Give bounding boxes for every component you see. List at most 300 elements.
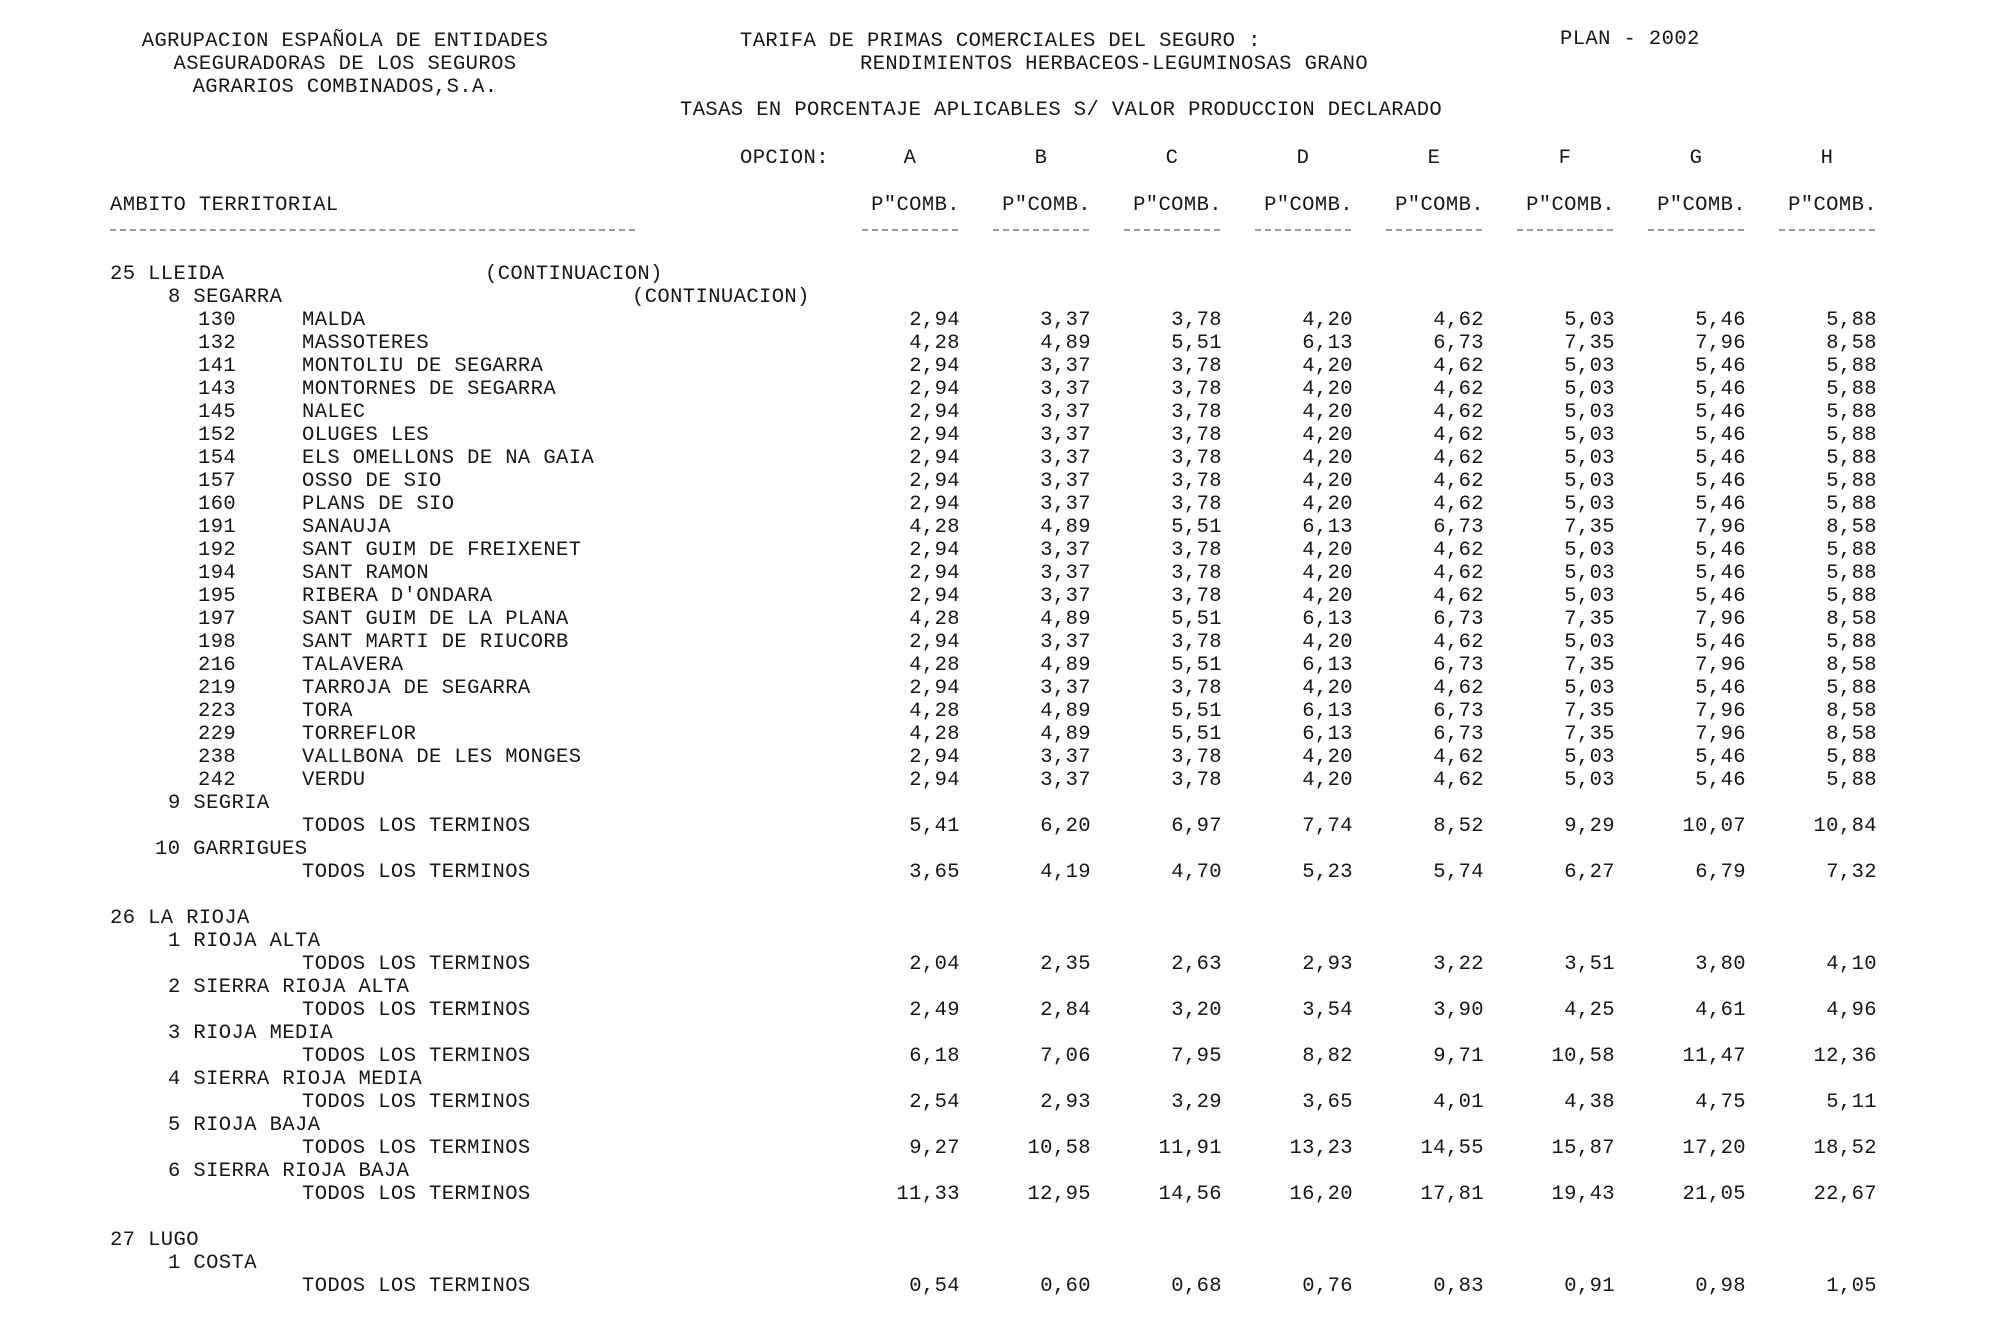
rate-value-d: 6,13 (1302, 723, 1353, 746)
rate-value-b: 12,95 (1027, 1183, 1091, 1206)
rate-value-c: 3,78 (1171, 562, 1222, 585)
column-underline-b (993, 229, 1089, 231)
rate-value-g: 17,20 (1682, 1137, 1746, 1160)
rate-value-d: 4,20 (1302, 539, 1353, 562)
municipality-code: 145 (198, 401, 237, 424)
rate-value-b: 3,37 (1040, 585, 1091, 608)
rate-value-h: 7,32 (1826, 861, 1877, 884)
rate-value-f: 19,43 (1551, 1183, 1615, 1206)
rate-value-c: 5,51 (1171, 332, 1222, 355)
rate-value-c: 14,56 (1158, 1183, 1222, 1206)
province-label: 27 LUGO (110, 1229, 199, 1252)
municipality-code: 160 (198, 493, 237, 516)
rate-value-e: 4,62 (1433, 401, 1484, 424)
municipality-name: TORA (302, 700, 353, 723)
rate-value-h: 8,58 (1826, 608, 1877, 631)
rate-value-g: 5,46 (1695, 447, 1746, 470)
rate-value-d: 6,13 (1302, 700, 1353, 723)
municipality-name: PLANS DE SIO (302, 493, 455, 516)
rate-value-g: 7,96 (1695, 654, 1746, 677)
rate-value-g: 7,96 (1695, 608, 1746, 631)
rate-value-e: 4,62 (1433, 769, 1484, 792)
rate-value-f: 7,35 (1564, 654, 1615, 677)
rate-value-c: 3,78 (1171, 746, 1222, 769)
column-underline-d (1255, 229, 1351, 231)
tariff-title-line-1: TARIFA DE PRIMAS COMERCIALES DEL SEGURO : (740, 30, 1261, 53)
rate-value-h: 5,88 (1826, 424, 1877, 447)
municipality-code: 143 (198, 378, 237, 401)
rate-value-d: 7,74 (1302, 815, 1353, 838)
municipality-code: 216 (198, 654, 237, 677)
municipality-code: 152 (198, 424, 237, 447)
rate-value-e: 0,83 (1433, 1275, 1484, 1298)
option-b: B (1034, 147, 1048, 170)
rate-value-e: 6,73 (1433, 654, 1484, 677)
rate-value-h: 8,58 (1826, 654, 1877, 677)
rate-value-h: 5,88 (1826, 746, 1877, 769)
rate-value-f: 7,35 (1564, 608, 1615, 631)
municipality-name: NALEC (302, 401, 366, 424)
rate-value-h: 5,88 (1826, 401, 1877, 424)
rate-value-e: 5,74 (1433, 861, 1484, 884)
rate-value-e: 4,62 (1433, 378, 1484, 401)
rate-value-b: 3,37 (1040, 746, 1091, 769)
rate-value-e: 4,62 (1433, 631, 1484, 654)
municipality-code: 194 (198, 562, 237, 585)
rate-value-b: 3,37 (1040, 631, 1091, 654)
rate-value-b: 3,37 (1040, 447, 1091, 470)
rate-value-a: 11,33 (896, 1183, 960, 1206)
rate-value-f: 5,03 (1564, 631, 1615, 654)
org-line-3: AGRARIOS COMBINADOS,S.A. (192, 76, 498, 99)
municipality-name: SANT GUIM DE FREIXENET (302, 539, 582, 562)
tariff-title-line-2: RENDIMIENTOS HERBACEOS-LEGUMINOSAS GRANO (860, 53, 1369, 76)
rate-value-c: 0,68 (1171, 1275, 1222, 1298)
rate-value-a: 2,94 (909, 378, 960, 401)
rate-value-e: 4,62 (1433, 746, 1484, 769)
municipality-name: OLUGES LES (302, 424, 430, 447)
municipality-name: TORREFLOR (302, 723, 417, 746)
rate-value-c: 4,70 (1171, 861, 1222, 884)
rate-value-c: 3,78 (1171, 769, 1222, 792)
rate-value-c: 5,51 (1171, 700, 1222, 723)
municipality-name: RIBERA D'ONDARA (302, 585, 493, 608)
municipality-code: 223 (198, 700, 237, 723)
municipality-code: 192 (198, 539, 237, 562)
comarca-label: 4 SIERRA RIOJA MEDIA (168, 1068, 423, 1091)
rate-value-g: 5,46 (1695, 309, 1746, 332)
rate-value-b: 4,89 (1040, 723, 1091, 746)
column-header-f: P"COMB. (1526, 194, 1615, 217)
rate-value-e: 6,73 (1433, 516, 1484, 539)
rate-value-b: 3,37 (1040, 309, 1091, 332)
rate-value-f: 5,03 (1564, 677, 1615, 700)
comarca-label: 5 RIOJA BAJA (168, 1114, 321, 1137)
rate-value-c: 3,78 (1171, 424, 1222, 447)
municipality-name: MALDA (302, 309, 366, 332)
rate-value-b: 4,89 (1040, 332, 1091, 355)
rate-value-a: 3,65 (909, 861, 960, 884)
rate-value-f: 7,35 (1564, 700, 1615, 723)
rate-value-d: 4,20 (1302, 562, 1353, 585)
rate-value-g: 6,79 (1695, 861, 1746, 884)
rate-value-f: 5,03 (1564, 539, 1615, 562)
todos-los-terminos-label: TODOS LOS TERMINOS (302, 1183, 531, 1206)
column-header-a: P"COMB. (871, 194, 960, 217)
rate-value-d: 6,13 (1302, 516, 1353, 539)
rate-value-a: 2,94 (909, 493, 960, 516)
rate-value-c: 11,91 (1158, 1137, 1222, 1160)
rate-value-a: 4,28 (909, 723, 960, 746)
todos-los-terminos-label: TODOS LOS TERMINOS (302, 815, 531, 838)
rate-value-d: 0,76 (1302, 1275, 1353, 1298)
rate-value-g: 5,46 (1695, 769, 1746, 792)
rate-value-a: 2,94 (909, 447, 960, 470)
comarca-label: 8 SEGARRA (168, 286, 283, 309)
rate-value-e: 4,62 (1433, 585, 1484, 608)
municipality-code: 191 (198, 516, 237, 539)
rate-value-g: 5,46 (1695, 355, 1746, 378)
column-header-g: P"COMB. (1657, 194, 1746, 217)
municipality-name: TARROJA DE SEGARRA (302, 677, 531, 700)
rate-value-e: 17,81 (1420, 1183, 1484, 1206)
rate-value-d: 13,23 (1289, 1137, 1353, 1160)
rate-value-a: 2,94 (909, 470, 960, 493)
municipality-code: 130 (198, 309, 237, 332)
rate-value-g: 5,46 (1695, 470, 1746, 493)
column-header-b: P"COMB. (1002, 194, 1091, 217)
rate-value-h: 5,88 (1826, 493, 1877, 516)
rate-value-h: 4,10 (1826, 953, 1877, 976)
rate-value-g: 7,96 (1695, 516, 1746, 539)
rate-value-e: 4,62 (1433, 677, 1484, 700)
rate-value-h: 10,84 (1813, 815, 1877, 838)
rate-value-h: 5,88 (1826, 447, 1877, 470)
rate-value-e: 4,62 (1433, 493, 1484, 516)
rate-value-d: 4,20 (1302, 447, 1353, 470)
rate-value-g: 21,05 (1682, 1183, 1746, 1206)
municipality-code: 195 (198, 585, 237, 608)
todos-los-terminos-label: TODOS LOS TERMINOS (302, 953, 531, 976)
rate-value-b: 3,37 (1040, 562, 1091, 585)
rate-value-g: 11,47 (1682, 1045, 1746, 1068)
rate-value-h: 5,88 (1826, 539, 1877, 562)
rate-value-e: 6,73 (1433, 608, 1484, 631)
todos-los-terminos-label: TODOS LOS TERMINOS (302, 999, 531, 1022)
option-e: E (1427, 147, 1441, 170)
rate-value-f: 5,03 (1564, 585, 1615, 608)
rate-value-b: 3,37 (1040, 470, 1091, 493)
rate-value-c: 3,78 (1171, 677, 1222, 700)
municipality-code: 238 (198, 746, 237, 769)
rate-value-h: 4,96 (1826, 999, 1877, 1022)
rate-value-c: 7,95 (1171, 1045, 1222, 1068)
rate-value-a: 2,94 (909, 677, 960, 700)
rate-value-a: 2,94 (909, 746, 960, 769)
rate-value-d: 3,54 (1302, 999, 1353, 1022)
rate-value-d: 6,13 (1302, 654, 1353, 677)
rate-value-c: 2,63 (1171, 953, 1222, 976)
rate-value-b: 3,37 (1040, 769, 1091, 792)
rate-value-g: 5,46 (1695, 746, 1746, 769)
todos-los-terminos-label: TODOS LOS TERMINOS (302, 1137, 531, 1160)
rate-value-f: 7,35 (1564, 516, 1615, 539)
rate-value-g: 0,98 (1695, 1275, 1746, 1298)
rate-value-h: 5,88 (1826, 378, 1877, 401)
rate-value-g: 5,46 (1695, 562, 1746, 585)
rate-value-d: 4,20 (1302, 631, 1353, 654)
comarca-label: 6 SIERRA RIOJA BAJA (168, 1160, 410, 1183)
ambito-underline (110, 229, 635, 231)
rate-value-c: 3,78 (1171, 401, 1222, 424)
rate-value-h: 5,88 (1826, 470, 1877, 493)
rate-value-b: 4,89 (1040, 516, 1091, 539)
rate-value-h: 5,88 (1826, 631, 1877, 654)
rate-value-b: 2,84 (1040, 999, 1091, 1022)
province-label: 25 LLEIDA (110, 263, 225, 286)
rate-value-b: 3,37 (1040, 677, 1091, 700)
municipality-code: 154 (198, 447, 237, 470)
comarca-label: 10 GARRIGUES (155, 838, 308, 861)
rate-value-c: 3,78 (1171, 355, 1222, 378)
option-h: H (1820, 147, 1834, 170)
rate-value-g: 7,96 (1695, 723, 1746, 746)
rate-value-d: 4,20 (1302, 378, 1353, 401)
column-underline-c (1124, 229, 1220, 231)
rate-value-b: 7,06 (1040, 1045, 1091, 1068)
municipality-name: ELS OMELLONS DE NA GAIA (302, 447, 595, 470)
rate-value-e: 3,90 (1433, 999, 1484, 1022)
rate-value-d: 4,20 (1302, 355, 1353, 378)
rate-value-f: 5,03 (1564, 769, 1615, 792)
column-header-d: P"COMB. (1264, 194, 1353, 217)
continuation-note: (CONTINUACION) (485, 263, 663, 286)
todos-los-terminos-label: TODOS LOS TERMINOS (302, 861, 531, 884)
rate-value-c: 3,20 (1171, 999, 1222, 1022)
rate-value-d: 4,20 (1302, 769, 1353, 792)
rate-value-e: 4,62 (1433, 424, 1484, 447)
rate-value-f: 9,29 (1564, 815, 1615, 838)
option-g: G (1689, 147, 1703, 170)
comarca-label: 2 SIERRA RIOJA ALTA (168, 976, 410, 999)
rate-value-b: 3,37 (1040, 493, 1091, 516)
rate-value-d: 16,20 (1289, 1183, 1353, 1206)
rate-value-e: 4,62 (1433, 539, 1484, 562)
plan-label: PLAN - 2002 (1560, 28, 1700, 51)
municipality-name: SANT RAMON (302, 562, 430, 585)
rate-value-h: 12,36 (1813, 1045, 1877, 1068)
rate-value-h: 5,88 (1826, 585, 1877, 608)
rate-value-a: 9,27 (909, 1137, 960, 1160)
options-label: OPCION: (740, 147, 829, 170)
rate-value-c: 3,78 (1171, 309, 1222, 332)
rate-value-c: 3,78 (1171, 493, 1222, 516)
rate-value-b: 3,37 (1040, 378, 1091, 401)
rate-value-b: 4,89 (1040, 608, 1091, 631)
rate-value-h: 8,58 (1826, 723, 1877, 746)
org-line-1: AGRUPACION ESPAÑOLA DE ENTIDADES (141, 30, 549, 53)
rate-value-h: 1,05 (1826, 1275, 1877, 1298)
rate-value-g: 5,46 (1695, 631, 1746, 654)
rate-value-b: 4,89 (1040, 700, 1091, 723)
municipality-name: MASSOTERES (302, 332, 430, 355)
rate-value-b: 4,19 (1040, 861, 1091, 884)
rate-value-c: 3,78 (1171, 585, 1222, 608)
rate-value-a: 2,94 (909, 424, 960, 447)
rate-value-e: 6,73 (1433, 723, 1484, 746)
rate-value-e: 4,62 (1433, 355, 1484, 378)
rate-value-f: 5,03 (1564, 424, 1615, 447)
rate-value-d: 4,20 (1302, 309, 1353, 332)
rate-value-f: 5,03 (1564, 401, 1615, 424)
rate-value-a: 5,41 (909, 815, 960, 838)
municipality-code: 219 (198, 677, 237, 700)
rate-value-e: 4,62 (1433, 470, 1484, 493)
rate-value-b: 6,20 (1040, 815, 1091, 838)
municipality-code: 242 (198, 769, 237, 792)
rate-value-a: 6,18 (909, 1045, 960, 1068)
column-underline-e (1386, 229, 1482, 231)
rate-value-a: 4,28 (909, 516, 960, 539)
rate-value-g: 5,46 (1695, 539, 1746, 562)
rate-value-h: 5,88 (1826, 562, 1877, 585)
municipality-name: MONTOLIU DE SEGARRA (302, 355, 544, 378)
rate-value-c: 3,29 (1171, 1091, 1222, 1114)
rate-value-d: 4,20 (1302, 493, 1353, 516)
rate-value-e: 6,73 (1433, 332, 1484, 355)
municipality-code: 157 (198, 470, 237, 493)
rate-value-h: 5,11 (1826, 1091, 1877, 1114)
rate-value-c: 6,97 (1171, 815, 1222, 838)
rate-value-g: 3,80 (1695, 953, 1746, 976)
org-line-2: ASEGURADORAS DE LOS SEGUROS (173, 53, 517, 76)
rate-value-f: 5,03 (1564, 746, 1615, 769)
todos-los-terminos-label: TODOS LOS TERMINOS (302, 1045, 531, 1068)
rate-value-d: 4,20 (1302, 677, 1353, 700)
rate-value-c: 5,51 (1171, 608, 1222, 631)
rate-value-a: 2,94 (909, 309, 960, 332)
column-underline-g (1648, 229, 1744, 231)
option-f: F (1558, 147, 1572, 170)
rate-value-d: 6,13 (1302, 608, 1353, 631)
rate-value-c: 5,51 (1171, 723, 1222, 746)
rate-value-b: 3,37 (1040, 539, 1091, 562)
rate-value-f: 5,03 (1564, 470, 1615, 493)
rate-value-h: 5,88 (1826, 309, 1877, 332)
province-label: 26 LA RIOJA (110, 907, 250, 930)
rate-value-h: 5,88 (1826, 769, 1877, 792)
option-d: D (1296, 147, 1310, 170)
municipality-name: SANAUJA (302, 516, 391, 539)
rate-value-a: 2,94 (909, 539, 960, 562)
municipality-name: OSSO DE SIO (302, 470, 442, 493)
comarca-label: 3 RIOJA MEDIA (168, 1022, 334, 1045)
rate-value-d: 4,20 (1302, 470, 1353, 493)
rate-value-g: 5,46 (1695, 424, 1746, 447)
rate-value-f: 5,03 (1564, 378, 1615, 401)
rate-value-b: 2,35 (1040, 953, 1091, 976)
rate-value-f: 7,35 (1564, 332, 1615, 355)
rate-value-c: 3,78 (1171, 470, 1222, 493)
rate-value-h: 8,58 (1826, 332, 1877, 355)
rate-value-c: 3,78 (1171, 447, 1222, 470)
rate-value-c: 3,78 (1171, 631, 1222, 654)
column-header-e: P"COMB. (1395, 194, 1484, 217)
todos-los-terminos-label: TODOS LOS TERMINOS (302, 1091, 531, 1114)
column-header-c: P"COMB. (1133, 194, 1222, 217)
column-underline-a (862, 229, 958, 231)
rate-value-g: 5,46 (1695, 378, 1746, 401)
rate-value-a: 2,94 (909, 631, 960, 654)
column-underline-f (1517, 229, 1613, 231)
municipality-name: TALAVERA (302, 654, 404, 677)
rate-value-f: 0,91 (1564, 1275, 1615, 1298)
rate-value-h: 8,58 (1826, 516, 1877, 539)
rate-value-a: 2,94 (909, 401, 960, 424)
rate-value-f: 5,03 (1564, 447, 1615, 470)
rate-value-d: 4,20 (1302, 585, 1353, 608)
rate-value-a: 2,94 (909, 769, 960, 792)
municipality-code: 132 (198, 332, 237, 355)
rate-value-g: 5,46 (1695, 401, 1746, 424)
rate-value-b: 3,37 (1040, 401, 1091, 424)
rate-value-f: 6,27 (1564, 861, 1615, 884)
todos-los-terminos-label: TODOS LOS TERMINOS (302, 1275, 531, 1298)
rate-value-b: 2,93 (1040, 1091, 1091, 1114)
rate-value-c: 3,78 (1171, 539, 1222, 562)
rate-value-e: 14,55 (1420, 1137, 1484, 1160)
municipality-name: VERDU (302, 769, 366, 792)
rate-value-h: 5,88 (1826, 677, 1877, 700)
rate-value-e: 4,01 (1433, 1091, 1484, 1114)
rate-value-f: 7,35 (1564, 723, 1615, 746)
municipality-name: SANT GUIM DE LA PLANA (302, 608, 569, 631)
rate-value-b: 10,58 (1027, 1137, 1091, 1160)
rate-value-e: 3,22 (1433, 953, 1484, 976)
rate-value-a: 2,94 (909, 562, 960, 585)
rate-value-f: 5,03 (1564, 562, 1615, 585)
rate-value-g: 5,46 (1695, 493, 1746, 516)
rate-value-a: 2,54 (909, 1091, 960, 1114)
rate-value-g: 7,96 (1695, 332, 1746, 355)
rate-value-a: 2,04 (909, 953, 960, 976)
municipality-code: 141 (198, 355, 237, 378)
rate-value-g: 10,07 (1682, 815, 1746, 838)
option-c: C (1165, 147, 1179, 170)
rate-value-b: 0,60 (1040, 1275, 1091, 1298)
rate-value-e: 4,62 (1433, 309, 1484, 332)
rate-value-d: 6,13 (1302, 332, 1353, 355)
rate-value-c: 3,78 (1171, 378, 1222, 401)
rate-value-e: 4,62 (1433, 562, 1484, 585)
municipality-name: SANT MARTI DE RIUCORB (302, 631, 569, 654)
rate-value-g: 5,46 (1695, 585, 1746, 608)
rate-value-h: 22,67 (1813, 1183, 1877, 1206)
rate-value-a: 4,28 (909, 654, 960, 677)
municipality-name: VALLBONA DE LES MONGES (302, 746, 582, 769)
rate-value-f: 5,03 (1564, 309, 1615, 332)
column-underline-h (1779, 229, 1875, 231)
rate-value-f: 10,58 (1551, 1045, 1615, 1068)
option-a: A (903, 147, 917, 170)
column-header-h: P"COMB. (1788, 194, 1877, 217)
comarca-label: 9 SEGRIA (168, 792, 270, 815)
comarca-label: 1 COSTA (168, 1252, 257, 1275)
rate-value-f: 5,03 (1564, 355, 1615, 378)
rate-value-a: 0,54 (909, 1275, 960, 1298)
municipality-name: MONTORNES DE SEGARRA (302, 378, 557, 401)
rate-value-g: 7,96 (1695, 700, 1746, 723)
